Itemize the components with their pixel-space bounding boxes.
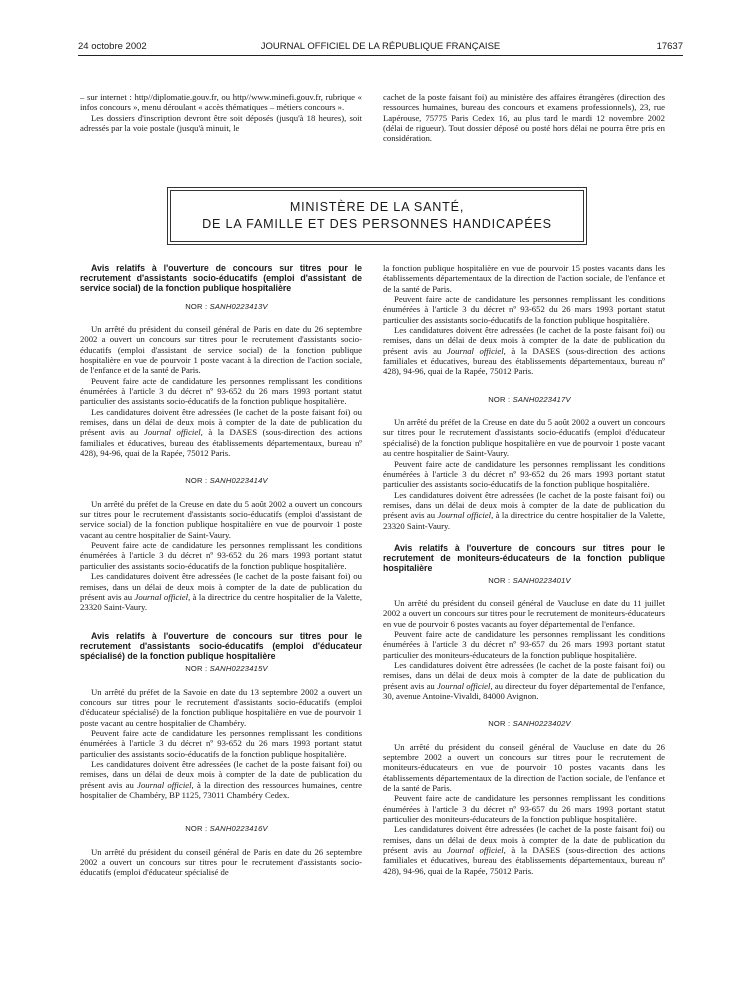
- journal-officiel: Journal officiel: [143, 427, 201, 438]
- nor-label: NOR :: [488, 394, 511, 404]
- nor-reference: [80, 664, 362, 674]
- avis-paragraph: Peuvent faire acte de candidature les personnes remplissant les conditions énumérées à l'article 3 du décret nº 93-652 du 26 mars 1993 portant statut particulier des assistants socio-éducatifs de la fonction publique hospitalière.: [383, 294, 665, 325]
- nor-code: SANH0223416V: [209, 824, 268, 834]
- journal-officiel: Journal officiel: [137, 779, 192, 790]
- header-date: 24 octobre 2002: [78, 41, 147, 52]
- nor-label: NOR :: [488, 575, 511, 585]
- avis-paragraph: Les candidatures doivent être adressées (le cachet de la poste faisant foi) ou remises, dans un délai de deux mois à compter de la date de publication du présent avis au Journal officiel, à la directrice du centre hospitalier de la Valette, 23320 Saint-Vaury.: [80, 571, 362, 613]
- left-column: [80, 263, 362, 878]
- nor-reference: [383, 719, 665, 729]
- nor-label: NOR :: [185, 664, 208, 674]
- avis-paragraph: Un arrêté du président du conseil général de Vaucluse en date du 26 septembre 2002 a ouvert un concours sur titres pour le recrutement de moniteurs-éducateurs en vue de pourvoir 10 postes vacants dans les établissements départementaux de la direction de l'action sociale, de l'enfance et de la santé de Paris.: [383, 741, 665, 794]
- avis-paragraph: Peuvent faire acte de candidature les personnes remplissant les conditions énumérées à l'article 3 du décret nº 93-652 du 26 mars 1993 portant statut particulier des assistants socio-éducatifs de la fonction publique hospitalière.: [80, 727, 362, 759]
- nor-code: SANH0223415V: [209, 664, 268, 674]
- nor-label: NOR :: [185, 824, 208, 834]
- avis-paragraph: Peuvent faire acte de candidature les personnes remplissant les conditions énumérées à l'article 3 du décret nº 93-652 du 26 mars 1993 portant statut particulier des assistants socio-éducatifs de la fonction publique hospitalière.: [80, 540, 362, 571]
- avis-paragraph: Un arrêté du préfet de la Creuse en date du 5 août 2002 a ouvert un concours sur titres pour le recrutement d'assistants socio-éducatifs (emploi d'assistant de service social) de la fonction publique hospitalière en vue de pourvoir 1 poste vacant au centre hospitalier de Saint-Vaury.: [80, 498, 362, 540]
- avis-paragraph: Un arrêté du préfet de la Savoie en date du 13 septembre 2002 a ouvert un concours sur titres pour le recrutement d'assistants socio-éducatifs (emploi d'éducateur spécialisé) de la fonction publique hospitalière en vue de pourvoir 1 poste vacant au centre hospitalier de Chambéry.: [80, 686, 362, 728]
- avis-continuation: la fonction publique hospitalière en vue de pourvoir 15 postes vacants dans les établissements départementaux de la direction de l'action sociale, de l'enfance et de la santé de Paris.: [383, 263, 665, 294]
- journal-officiel: Journal officiel: [134, 591, 189, 602]
- top-left-block: [80, 92, 362, 133]
- dossiers-paragraph: Les dossiers d'inscription devront être soit déposés (jusqu'à 18 heures), soit adressés par la voie postale (jusqu'à minuit, le: [80, 112, 362, 134]
- avis-paragraph: Peuvent faire acte de candidature les personnes remplissant les conditions énumérées à l'article 3 du décret nº 93-652 du 26 mars 1993 portant statut particulier des assistants socio-éducatifs de la fonction publique hospitalière.: [80, 375, 362, 407]
- journal-officiel: Journal officiel: [446, 345, 504, 356]
- nor-reference: [80, 302, 362, 312]
- avis-paragraph: Un arrêté du président du conseil général de Paris en date du 26 septembre 2002 a ouvert un concours sur titres pour le recrutement d'assistants socio-éducatifs (emploi d'éducateur spécialisé de: [80, 846, 362, 878]
- avis-paragraph: Les candidatures doivent être adressées (le cachet de la poste faisant foi) ou remises, dans un délai de deux mois à compter de la date de publication du présent avis au Journal officiel, à la DASES (sous-direction des actions familiales et éducatives, bureau des établissements départementaux, bureau nº 428), 94-96, quai de la Rapée, 75012 Paris.: [383, 824, 666, 876]
- journal-officiel: Journal officiel: [437, 510, 492, 521]
- top-right-block: [383, 92, 665, 144]
- page-number: 17637: [656, 41, 683, 52]
- right-column: [383, 263, 665, 876]
- nor-reference: [383, 576, 665, 586]
- nor-code: SANH0223401V: [512, 575, 571, 585]
- ministry-box: [170, 190, 584, 242]
- avis-paragraph: Un arrêté du président du conseil général de Vaucluse en date du 11 juillet 2002 a ouvert un concours sur titres pour le recrutement de moniteurs-éducateurs en vue de pourvoir 6 postes vacants au foyer départemental de l'enfance.: [383, 597, 666, 629]
- page-header: [78, 41, 683, 55]
- header-rule: [78, 55, 683, 56]
- avis-title: Avis relatifs à l'ouverture de concours sur titres pour le recrutement d'assistants socio-éducatifs (emploi d'éducateur spécialisé) de la fonction publique hospitalière: [80, 630, 362, 661]
- nor-reference: [80, 824, 362, 834]
- nor-code: SANH0223414V: [209, 476, 268, 486]
- ministry-title-line2: DE LA FAMILLE ET DES PERSONNES HANDICAPÉES: [202, 217, 552, 231]
- avis-paragraph: Peuvent faire acte de candidature les personnes remplissant les conditions énumérées à l'article 3 du décret nº 93-657 du 26 mars 1993 portant statut particulier des moniteurs-éducateurs de la fonction publique hospitalière.: [383, 793, 665, 825]
- avis-paragraph: Les candidatures doivent être adressées (le cachet de la poste faisant foi) ou remises, dans un délai de deux mois à compter de la date de publication du présent avis au Journal officiel, à la directrice du centre hospitalier de la Valette, 23320 Saint-Vaury.: [383, 489, 665, 531]
- avis-title: Avis relatifs à l'ouverture de concours sur titres pour le recrutement de moniteurs-éducateurs de la fonction publique hospitalière: [383, 542, 665, 574]
- ministry-title-line1: MINISTÈRE DE LA SANTÉ,: [289, 200, 465, 214]
- journal-title: JOURNAL OFFICIEL DE LA RÉPUBLIQUE FRANÇAISE: [260, 41, 501, 52]
- journal-officiel: Journal officiel: [446, 845, 504, 856]
- avis-paragraph: Les candidatures doivent être adressées (le cachet de la poste faisant foi) ou remises, dans un délai de deux mois à compter de la date de publication du présent avis au Journal officiel, à la DASES (sous-direction des actions familiales et éducatives, bureau des établissements départementaux, bureau nº 428), 94-96, quai de la Rapée, 75012 Paris.: [383, 325, 666, 377]
- nor-code: SANH0223413V: [209, 301, 268, 311]
- nor-label: NOR :: [488, 719, 511, 729]
- nor-label: NOR :: [185, 301, 208, 311]
- nor-reference: [383, 395, 665, 405]
- internet-line: – sur internet : http//diplomatie.gouv.fr, ou http//www.minefi.gouv.fr, rubrique « infos concours », menu déroulant « accès thématiques – métiers concours ».: [80, 92, 362, 113]
- avis-paragraph: Un arrêté du préfet de la Creuse en date du 5 août 2002 a ouvert un concours sur titres pour le recrutement d'assistants socio-éducatifs (emploi d'éducateur spécialisé) de la fonction publique hospitalière en vue de pourvoir 1 poste vacant au centre hospitalier de Saint-Vaury.: [383, 417, 665, 459]
- journal-officiel: Journal officiel: [437, 680, 491, 691]
- avis-title: Avis relatifs à l'ouverture de concours sur titres pour le recrutement d'assistants socio-éducatifs (emploi d'assistant de service social) de la fonction publique hospitalière: [80, 263, 362, 294]
- avis-paragraph: Les candidatures doivent être adressées (le cachet de la poste faisant foi) ou remises, dans un délai de deux mois à compter de la date de publication du présent avis au Journal officiel, à la direction des ressources humaines, centre hospitalier de Chambéry, BP 1125, 73011 Chambéry Cedex.: [80, 758, 363, 800]
- nor-code: SANH0223417V: [512, 394, 571, 404]
- avis-paragraph: Peuvent faire acte de candidature les personnes remplissant les conditions énumérées à l'article 3 du décret nº 93-657 du 26 mars 1993 portant statut particulier des moniteurs-éducateurs de la fonction publique hospitalière.: [383, 628, 665, 660]
- nor-code: SANH0223402V: [512, 719, 571, 729]
- avis-paragraph: Les candidatures doivent être adressées (le cachet de la poste faisant foi) ou remises, dans un délai de deux mois à compter de la date de publication du présent avis au Journal officiel, à la DASES (sous-direction des actions familiales et éducatives, bureau des établissements départementaux, bureau nº 428), 94-96, quai de la Rapée, 75012 Paris.: [80, 406, 363, 459]
- avis-paragraph: Un arrêté du président du conseil général de Paris en date du 26 septembre 2002 a ouvert un concours sur titres pour le recrutement d'assistants socio-éducatifs (emploi d'assistant de service social) de la fonction publique hospitalière en vue de pourvoir 1 poste vacant à la direction de l'action sociale, de l'enfance et de la santé de Paris.: [80, 323, 362, 376]
- avis-paragraph: Les candidatures doivent être adressées (le cachet de la poste faisant foi) ou remises, dans un délai de deux mois à compter de la date de publication du présent avis au Journal officiel, au directeur du foyer départemental de l'enfance, 30, avenue Antoine-Vivaldi, 84000 Avignon.: [383, 659, 665, 701]
- nor-label: NOR :: [185, 476, 208, 486]
- avis-paragraph: Peuvent faire acte de candidature les personnes remplissant les conditions énumérées à l'article 3 du décret nº 93-652 du 26 mars 1993 portant statut particulier des assistants socio-éducatifs de la fonction publique hospitalière.: [383, 458, 665, 490]
- dossiers-continuation: cachet de la poste faisant foi) au ministère des affaires étrangères (direction des ressources humaines, bureau des concours et examens professionnels), 23, rue Lapérouse, 75775 Paris Cedex 16, au plus tard le mardi 12 novembre 2002 (délai de rigueur). Tout dossier déposé ou posté hors délai ne pourra être pris en considération.: [383, 92, 665, 144]
- nor-reference: [80, 476, 362, 486]
